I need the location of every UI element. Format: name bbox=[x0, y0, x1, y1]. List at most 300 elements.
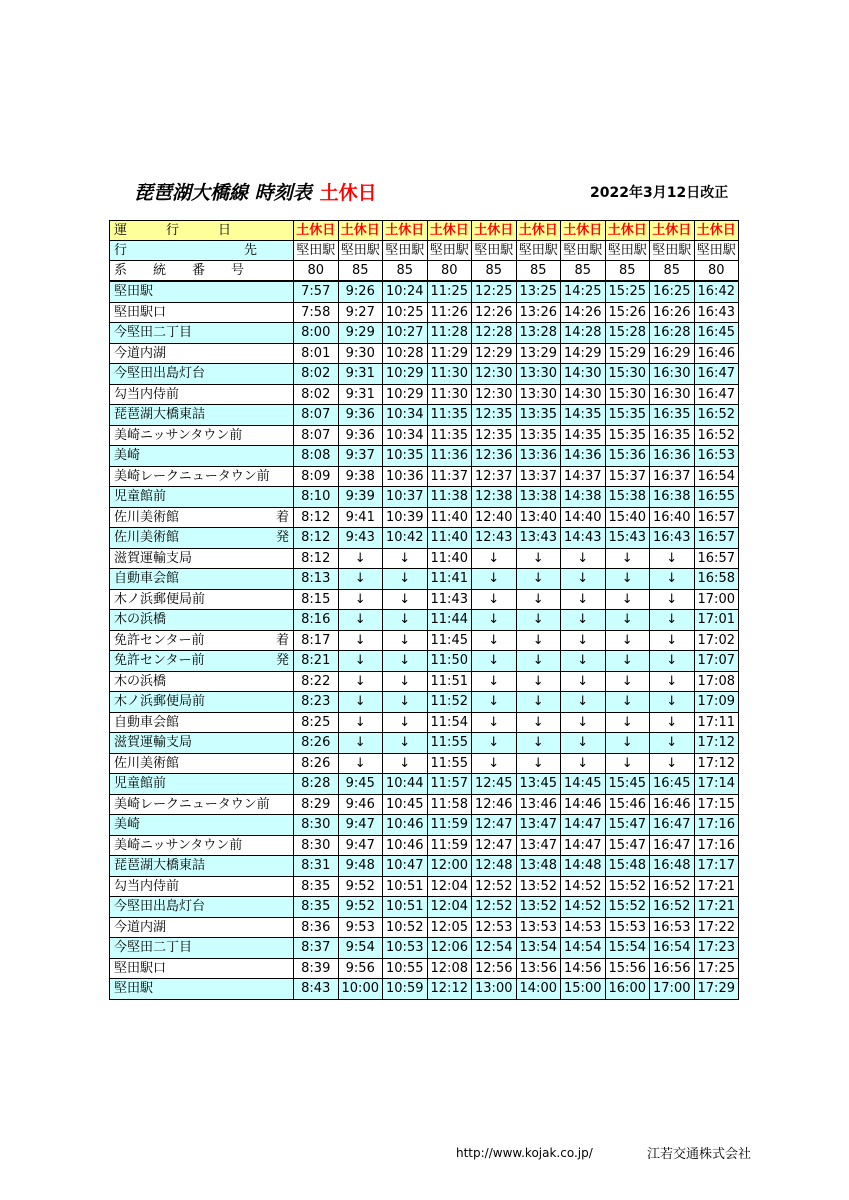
time-cell: 12:05 bbox=[427, 917, 472, 938]
stop-name-cell bbox=[110, 323, 294, 344]
time-cell: 17:17 bbox=[694, 856, 739, 877]
time-cell: 12:08 bbox=[427, 958, 472, 979]
time-cell: 12:47 bbox=[472, 835, 517, 856]
time-cell: 14:45 bbox=[561, 774, 606, 795]
header-route-number-cell: 80 bbox=[427, 261, 472, 282]
time-cell: 11:40 bbox=[427, 528, 472, 549]
time-cell: 17:14 bbox=[694, 774, 739, 795]
stop-name: 美崎ニッサンタウン前 bbox=[114, 427, 243, 443]
time-cell: 11:58 bbox=[427, 794, 472, 815]
time-cell: 16:57 bbox=[694, 528, 739, 549]
header-row-destination bbox=[110, 241, 739, 261]
stop-name-cell bbox=[110, 507, 294, 528]
time-cell: ↓ bbox=[516, 692, 561, 713]
time-cell: 10:29 bbox=[383, 384, 428, 405]
time-cell: 10:37 bbox=[383, 487, 428, 508]
time-cell: 15:56 bbox=[605, 958, 650, 979]
stop-name-cell bbox=[110, 938, 294, 959]
time-cell: 8:31 bbox=[294, 856, 339, 877]
time-cell: ↓ bbox=[516, 671, 561, 692]
stop-name-cell bbox=[110, 548, 294, 569]
time-cell: 12:25 bbox=[472, 281, 517, 302]
time-cell: 13:46 bbox=[516, 794, 561, 815]
time-cell: ↓ bbox=[516, 589, 561, 610]
time-cell: 14:47 bbox=[561, 815, 606, 836]
stop-name-cell bbox=[110, 446, 294, 467]
time-cell: ↓ bbox=[605, 651, 650, 672]
time-cell: 11:59 bbox=[427, 835, 472, 856]
time-cell: 10:29 bbox=[383, 364, 428, 385]
time-cell: ↓ bbox=[338, 630, 383, 651]
stop-name: 今道内湖 bbox=[114, 919, 167, 935]
time-cell: 15:46 bbox=[605, 794, 650, 815]
time-cell: ↓ bbox=[472, 712, 517, 733]
time-cell: ↓ bbox=[605, 589, 650, 610]
time-cell: ↓ bbox=[338, 671, 383, 692]
time-cell: 9:30 bbox=[338, 343, 383, 364]
time-cell: 14:25 bbox=[561, 281, 606, 302]
time-cell: 13:53 bbox=[516, 917, 561, 938]
time-cell: 16:52 bbox=[694, 425, 739, 446]
stop-name-cell bbox=[110, 733, 294, 754]
time-cell: 16:30 bbox=[650, 384, 695, 405]
stop-name: 自動車会館 bbox=[114, 714, 180, 730]
table-row bbox=[110, 835, 739, 856]
time-cell: 10:34 bbox=[383, 405, 428, 426]
stop-name: 木の浜橋 bbox=[114, 673, 167, 689]
time-cell: 13:47 bbox=[516, 835, 561, 856]
stop-name-cell bbox=[110, 405, 294, 426]
time-cell: ↓ bbox=[338, 733, 383, 754]
time-cell: 11:35 bbox=[427, 405, 472, 426]
time-cell: 14:30 bbox=[561, 364, 606, 385]
time-cell: 16:43 bbox=[650, 528, 695, 549]
time-cell: 13:48 bbox=[516, 856, 561, 877]
time-cell: 8:02 bbox=[294, 384, 339, 405]
time-cell: 16:28 bbox=[650, 323, 695, 344]
time-cell: 10:35 bbox=[383, 446, 428, 467]
header-destination-cell: 堅田駅 bbox=[516, 241, 561, 261]
stop-name: 滋賀運輸支局 bbox=[114, 550, 193, 566]
time-cell: 11:50 bbox=[427, 651, 472, 672]
table-row bbox=[110, 753, 739, 774]
time-cell: ↓ bbox=[472, 692, 517, 713]
time-cell: 15:30 bbox=[605, 364, 650, 385]
table-row bbox=[110, 794, 739, 815]
time-cell: 16:40 bbox=[650, 507, 695, 528]
time-cell: 14:40 bbox=[561, 507, 606, 528]
time-cell: 9:47 bbox=[338, 815, 383, 836]
stop-name-cell bbox=[110, 815, 294, 836]
header-destination-cell: 堅田駅 bbox=[294, 241, 339, 261]
time-cell: 15:35 bbox=[605, 425, 650, 446]
header-runday-cell: 土休日 bbox=[561, 221, 606, 241]
time-cell: 13:45 bbox=[516, 774, 561, 795]
time-cell: 8:17 bbox=[294, 630, 339, 651]
time-cell: 8:12 bbox=[294, 528, 339, 549]
stop-name: 佐川美術館 bbox=[114, 530, 180, 546]
stop-name: 今堅田出島灯台 bbox=[114, 366, 206, 382]
time-cell: ↓ bbox=[516, 548, 561, 569]
time-cell: 13:47 bbox=[516, 815, 561, 836]
stop-name: 自動車会館 bbox=[114, 571, 180, 587]
time-cell: 14:28 bbox=[561, 323, 606, 344]
time-cell: 11:40 bbox=[427, 507, 472, 528]
time-cell: 8:36 bbox=[294, 917, 339, 938]
header-destination-cell: 堅田駅 bbox=[605, 241, 650, 261]
time-cell: ↓ bbox=[338, 610, 383, 631]
time-cell: 9:47 bbox=[338, 835, 383, 856]
header-route-number-cell: 85 bbox=[650, 261, 695, 282]
time-cell: 12:29 bbox=[472, 343, 517, 364]
time-cell: 10:46 bbox=[383, 815, 428, 836]
table-row bbox=[110, 917, 739, 938]
table-row bbox=[110, 302, 739, 323]
time-cell: ↓ bbox=[605, 610, 650, 631]
stop-name: 美崎ニッサンタウン前 bbox=[114, 837, 243, 853]
stop-name-cell bbox=[110, 466, 294, 487]
table-row bbox=[110, 651, 739, 672]
time-cell: 12:52 bbox=[472, 876, 517, 897]
time-cell: 13:00 bbox=[472, 979, 517, 1000]
arrive-depart-mark: 発 bbox=[275, 653, 289, 669]
time-cell: ↓ bbox=[605, 548, 650, 569]
time-cell: ↓ bbox=[516, 712, 561, 733]
time-cell: 8:43 bbox=[294, 979, 339, 1000]
time-cell: 9:36 bbox=[338, 425, 383, 446]
time-cell: 16:35 bbox=[650, 405, 695, 426]
time-cell: 8:07 bbox=[294, 425, 339, 446]
table-row bbox=[110, 384, 739, 405]
time-cell: 17:25 bbox=[694, 958, 739, 979]
time-cell: 16:26 bbox=[650, 302, 695, 323]
time-cell: 15:40 bbox=[605, 507, 650, 528]
time-cell: ↓ bbox=[650, 651, 695, 672]
time-cell: 12:28 bbox=[472, 323, 517, 344]
time-cell: 8:37 bbox=[294, 938, 339, 959]
time-cell: ↓ bbox=[561, 630, 606, 651]
time-cell: 8:12 bbox=[294, 507, 339, 528]
table-row bbox=[110, 671, 739, 692]
time-cell: ↓ bbox=[472, 569, 517, 590]
time-cell: ↓ bbox=[383, 630, 428, 651]
time-cell: 17:08 bbox=[694, 671, 739, 692]
time-cell: 16:47 bbox=[650, 815, 695, 836]
stop-name: 琵琶湖大橋東詰 bbox=[114, 858, 206, 874]
time-cell: 8:13 bbox=[294, 569, 339, 590]
time-cell: 8:10 bbox=[294, 487, 339, 508]
time-cell: 16:57 bbox=[694, 548, 739, 569]
table-row bbox=[110, 630, 739, 651]
time-cell: ↓ bbox=[338, 651, 383, 672]
time-cell: 9:31 bbox=[338, 384, 383, 405]
time-cell: 16:47 bbox=[694, 384, 739, 405]
time-cell: 16:37 bbox=[650, 466, 695, 487]
arrive-depart-mark: 発 bbox=[275, 530, 289, 546]
time-cell: 14:46 bbox=[561, 794, 606, 815]
stop-name-cell bbox=[110, 610, 294, 631]
time-cell: 9:53 bbox=[338, 917, 383, 938]
table-row bbox=[110, 405, 739, 426]
time-cell: ↓ bbox=[383, 589, 428, 610]
time-cell: 17:12 bbox=[694, 733, 739, 754]
header-route-number-cell: 85 bbox=[338, 261, 383, 282]
table-row bbox=[110, 774, 739, 795]
time-cell: ↓ bbox=[561, 712, 606, 733]
stop-name-cell bbox=[110, 487, 294, 508]
time-cell: 10:55 bbox=[383, 958, 428, 979]
time-cell: 8:15 bbox=[294, 589, 339, 610]
time-cell: 10:46 bbox=[383, 835, 428, 856]
stop-name: 堅田駅口 bbox=[114, 304, 167, 320]
header-label-route-number: 系 統 番 号 bbox=[110, 261, 294, 282]
time-cell: 14:30 bbox=[561, 384, 606, 405]
table-row bbox=[110, 958, 739, 979]
time-cell: 16:54 bbox=[694, 466, 739, 487]
table-row bbox=[110, 466, 739, 487]
time-cell: 10:28 bbox=[383, 343, 428, 364]
time-cell: 8:22 bbox=[294, 671, 339, 692]
time-cell: 11:52 bbox=[427, 692, 472, 713]
time-cell: 12:12 bbox=[427, 979, 472, 1000]
time-cell: 15:48 bbox=[605, 856, 650, 877]
time-cell: 12:35 bbox=[472, 425, 517, 446]
time-cell: 13:29 bbox=[516, 343, 561, 364]
stop-name: 琵琶湖大橋東詰 bbox=[114, 407, 206, 423]
time-cell: 13:52 bbox=[516, 876, 561, 897]
stop-name: 児童館前 bbox=[114, 489, 167, 505]
table-row bbox=[110, 876, 739, 897]
stop-name-cell bbox=[110, 794, 294, 815]
time-cell: 12:40 bbox=[472, 507, 517, 528]
time-cell: 8:35 bbox=[294, 897, 339, 918]
table-row bbox=[110, 733, 739, 754]
stop-name: 美崎 bbox=[114, 448, 141, 464]
time-cell: 16:43 bbox=[694, 302, 739, 323]
time-cell: 15:28 bbox=[605, 323, 650, 344]
time-cell: 10:34 bbox=[383, 425, 428, 446]
time-cell: 14:35 bbox=[561, 405, 606, 426]
title-main: 琵琶湖大橋線 時刻表 bbox=[134, 182, 312, 204]
time-cell: 12:35 bbox=[472, 405, 517, 426]
table-row bbox=[110, 323, 739, 344]
header-runday-cell: 土休日 bbox=[294, 221, 339, 241]
time-cell: 15:52 bbox=[605, 897, 650, 918]
time-cell: 16:00 bbox=[605, 979, 650, 1000]
header-destination-cell: 堅田駅 bbox=[650, 241, 695, 261]
time-cell: 11:28 bbox=[427, 323, 472, 344]
time-cell: 9:26 bbox=[338, 281, 383, 302]
timetable bbox=[109, 220, 739, 1000]
page-title bbox=[134, 178, 377, 205]
header-runday-cell: 土休日 bbox=[650, 221, 695, 241]
header-runday-cell: 土休日 bbox=[516, 221, 561, 241]
header-destination-cell: 堅田駅 bbox=[383, 241, 428, 261]
time-cell: 11:59 bbox=[427, 815, 472, 836]
stop-name-cell bbox=[110, 712, 294, 733]
time-cell: ↓ bbox=[338, 589, 383, 610]
time-cell: ↓ bbox=[338, 548, 383, 569]
time-cell: 15:54 bbox=[605, 938, 650, 959]
time-cell: ↓ bbox=[383, 692, 428, 713]
stop-name-cell bbox=[110, 979, 294, 1000]
time-cell: 9:27 bbox=[338, 302, 383, 323]
time-cell: 17:12 bbox=[694, 753, 739, 774]
table-row bbox=[110, 364, 739, 385]
time-cell: 12:54 bbox=[472, 938, 517, 959]
time-cell: 8:25 bbox=[294, 712, 339, 733]
time-cell: ↓ bbox=[561, 610, 606, 631]
time-cell: 11:51 bbox=[427, 671, 472, 692]
time-cell: 12:45 bbox=[472, 774, 517, 795]
stop-name: 堅田駅 bbox=[114, 284, 154, 300]
time-cell: 7:57 bbox=[294, 281, 339, 302]
table-row bbox=[110, 528, 739, 549]
time-cell: 10:53 bbox=[383, 938, 428, 959]
header-label-runday: 運 行 日 bbox=[110, 221, 294, 241]
time-cell: 15:26 bbox=[605, 302, 650, 323]
time-cell: 17:21 bbox=[694, 876, 739, 897]
time-cell: ↓ bbox=[561, 569, 606, 590]
time-cell: ↓ bbox=[605, 671, 650, 692]
stop-name-cell bbox=[110, 774, 294, 795]
time-cell: 8:28 bbox=[294, 774, 339, 795]
time-cell: 13:30 bbox=[516, 364, 561, 385]
time-cell: 15:25 bbox=[605, 281, 650, 302]
time-cell: ↓ bbox=[650, 671, 695, 692]
header-row-runday bbox=[110, 221, 739, 241]
time-cell: 10:36 bbox=[383, 466, 428, 487]
time-cell: ↓ bbox=[516, 753, 561, 774]
time-cell: ↓ bbox=[383, 671, 428, 692]
time-cell: 8:26 bbox=[294, 753, 339, 774]
time-cell: ↓ bbox=[561, 589, 606, 610]
time-cell: 11:25 bbox=[427, 281, 472, 302]
time-cell: 15:30 bbox=[605, 384, 650, 405]
time-cell: 13:28 bbox=[516, 323, 561, 344]
time-cell: 9:37 bbox=[338, 446, 383, 467]
stop-name: 今堅田二丁目 bbox=[114, 940, 193, 956]
time-cell: ↓ bbox=[472, 589, 517, 610]
time-cell: ↓ bbox=[561, 733, 606, 754]
time-cell: 14:43 bbox=[561, 528, 606, 549]
time-cell: 17:11 bbox=[694, 712, 739, 733]
time-cell: 16:52 bbox=[650, 897, 695, 918]
time-cell: 12:56 bbox=[472, 958, 517, 979]
time-cell: ↓ bbox=[605, 630, 650, 651]
website-url[interactable]: http://www.kojak.co.jp/ bbox=[456, 1146, 593, 1160]
title-day-type: 土休日 bbox=[319, 182, 377, 204]
time-cell: ↓ bbox=[472, 630, 517, 651]
time-cell: 11:43 bbox=[427, 589, 472, 610]
time-cell: 8:00 bbox=[294, 323, 339, 344]
header-route-number-cell: 80 bbox=[694, 261, 739, 282]
time-cell: ↓ bbox=[605, 692, 650, 713]
time-cell: 14:53 bbox=[561, 917, 606, 938]
time-cell: 12:38 bbox=[472, 487, 517, 508]
time-cell: 10:24 bbox=[383, 281, 428, 302]
time-cell: 12:47 bbox=[472, 815, 517, 836]
time-cell: 12:48 bbox=[472, 856, 517, 877]
time-cell: 12:04 bbox=[427, 897, 472, 918]
stop-name-cell bbox=[110, 302, 294, 323]
time-cell: 11:57 bbox=[427, 774, 472, 795]
time-cell: 16:25 bbox=[650, 281, 695, 302]
time-cell: ↓ bbox=[561, 651, 606, 672]
header-route-number-cell: 85 bbox=[516, 261, 561, 282]
time-cell: ↓ bbox=[605, 733, 650, 754]
time-cell: 13:35 bbox=[516, 405, 561, 426]
time-cell: 15:29 bbox=[605, 343, 650, 364]
time-cell: 16:58 bbox=[694, 569, 739, 590]
time-cell: 9:46 bbox=[338, 794, 383, 815]
time-cell: 11:45 bbox=[427, 630, 472, 651]
stop-name: 美崎 bbox=[114, 817, 141, 833]
time-cell: ↓ bbox=[650, 569, 695, 590]
time-cell: 14:52 bbox=[561, 876, 606, 897]
time-cell: 8:01 bbox=[294, 343, 339, 364]
time-cell: 14:37 bbox=[561, 466, 606, 487]
time-cell: ↓ bbox=[561, 671, 606, 692]
time-cell: 11:54 bbox=[427, 712, 472, 733]
time-cell: 10:42 bbox=[383, 528, 428, 549]
time-cell: 8:23 bbox=[294, 692, 339, 713]
time-cell: 14:36 bbox=[561, 446, 606, 467]
time-cell: 11:55 bbox=[427, 733, 472, 754]
time-cell: 9:31 bbox=[338, 364, 383, 385]
time-cell: 8:35 bbox=[294, 876, 339, 897]
time-cell: 11:55 bbox=[427, 753, 472, 774]
time-cell: ↓ bbox=[650, 589, 695, 610]
stop-name-cell bbox=[110, 856, 294, 877]
time-cell: ↓ bbox=[383, 651, 428, 672]
time-cell: 10:25 bbox=[383, 302, 428, 323]
stop-name: 木の浜橋 bbox=[114, 612, 167, 628]
time-cell: 16:55 bbox=[694, 487, 739, 508]
time-cell: 8:39 bbox=[294, 958, 339, 979]
arrive-depart-mark: 着 bbox=[275, 509, 289, 525]
time-cell: 9:43 bbox=[338, 528, 383, 549]
time-cell: ↓ bbox=[561, 548, 606, 569]
time-cell: 12:06 bbox=[427, 938, 472, 959]
time-cell: 15:43 bbox=[605, 528, 650, 549]
time-cell: 16:42 bbox=[694, 281, 739, 302]
time-cell: 15:35 bbox=[605, 405, 650, 426]
time-cell: 13:38 bbox=[516, 487, 561, 508]
time-cell: 10:39 bbox=[383, 507, 428, 528]
stop-name: 美崎レークニュータウン前 bbox=[114, 796, 270, 812]
stop-name-cell bbox=[110, 692, 294, 713]
table-row bbox=[110, 712, 739, 733]
time-cell: 17:15 bbox=[694, 794, 739, 815]
time-cell: ↓ bbox=[605, 753, 650, 774]
time-cell: ↓ bbox=[383, 610, 428, 631]
time-cell: ↓ bbox=[472, 548, 517, 569]
time-cell: 12:30 bbox=[472, 364, 517, 385]
stop-name-cell bbox=[110, 528, 294, 549]
header-runday-cell: 土休日 bbox=[427, 221, 472, 241]
table-row bbox=[110, 548, 739, 569]
time-cell: 12:52 bbox=[472, 897, 517, 918]
time-cell: ↓ bbox=[650, 712, 695, 733]
time-cell: 15:53 bbox=[605, 917, 650, 938]
time-cell: ↓ bbox=[472, 610, 517, 631]
time-cell: 16:36 bbox=[650, 446, 695, 467]
time-cell: 14:00 bbox=[516, 979, 561, 1000]
time-cell: 8:08 bbox=[294, 446, 339, 467]
time-cell: ↓ bbox=[338, 753, 383, 774]
table-row bbox=[110, 856, 739, 877]
